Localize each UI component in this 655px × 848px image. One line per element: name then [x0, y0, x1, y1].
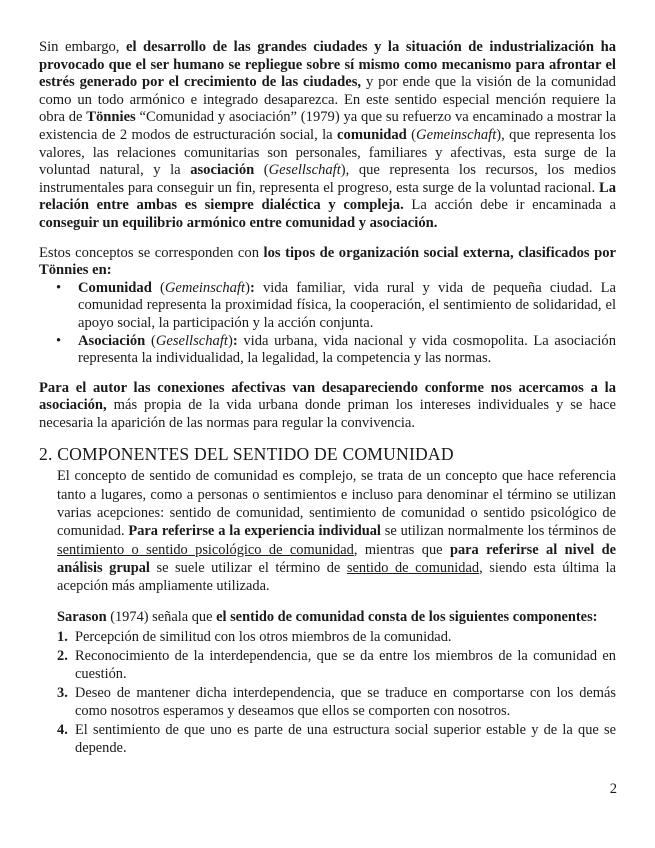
- bold-run: Para el autor las conexiones afectivas van desapareciendo conforme nos acercamos a la asociación,: [39, 379, 616, 414]
- italic-run: Gemeinschaft: [416, 126, 497, 143]
- item-number: 3.: [57, 684, 68, 701]
- text-run: La acción debe ir encaminada a: [403, 197, 616, 214]
- page-number: 2: [609, 781, 617, 797]
- text-run: (: [254, 162, 269, 179]
- document-page: [39, 39, 616, 758]
- bold-run: La relación entre ambas es siempre dialéctica y compleja.: [39, 179, 616, 214]
- section-body: [39, 467, 616, 757]
- item-number: 1.: [57, 628, 68, 645]
- bold-run: Asociación: [78, 332, 146, 349]
- bold-run: Sarason: [57, 608, 107, 625]
- italic-run: Gesellschaft: [155, 332, 228, 349]
- bold-run: asociación: [190, 162, 255, 179]
- text-run: (: [145, 332, 156, 349]
- components-list: [57, 628, 616, 758]
- text-run: El concepto de sentido de comunidad es complejo, se trata de un concepto que hace referencia tanto a lugares, como a personas o sentimientos e incluso para denominar el término se utilizan varias acepciones: sentido de comunidad, sentimiento de comunidad o sentido psicológico de comunidad.: [57, 468, 616, 540]
- item-text: Deseo de mantener dicha interdependencia, que se traduce en comportarse con los demás como nosotros esperamos y deseamos que ellos se comporten con nosotros.: [75, 684, 616, 720]
- item-number: 4.: [57, 721, 68, 738]
- underlined-run: sentido de comunidad: [346, 559, 480, 576]
- text-run: “Comunidad y asociación” (1979) ya que su refuerzo va encaminado a mostrar la existencia de 2 modos de estructuración social, la: [39, 109, 616, 143]
- italic-run: Gemeinschaft: [164, 279, 246, 296]
- item-text: Percepción de similitud con los otros miembros de la comunidad.: [75, 628, 452, 645]
- text-run: ): [245, 279, 250, 296]
- text-run: ), que representa los valores, las relaciones comunitarias son personales, familiares y afectivas, esta surge de la voluntad natural, y la: [39, 126, 617, 179]
- bullet-marker: •: [56, 279, 62, 296]
- text-run: (1974) señala que: [106, 608, 217, 625]
- list-item: [57, 647, 616, 684]
- bold-run: :: [232, 332, 238, 349]
- list-item: [57, 628, 616, 646]
- item-number: 2.: [57, 647, 68, 664]
- text-run: Sin embargo,: [39, 39, 126, 55]
- bold-run: :: [249, 279, 255, 296]
- intro-paragraph: [39, 39, 616, 233]
- bold-run: el sentido de comunidad consta de los siguientes componentes:: [216, 608, 598, 625]
- item-text: Reconocimiento de la interdependencia, que se da entre los miembros de la comunidad en cuestión.: [75, 647, 616, 682]
- text-run: se suele utilizar el término de: [149, 559, 347, 576]
- italic-run: Gesellschaft: [268, 162, 341, 179]
- text-run: Estos conceptos se corresponden con: [39, 244, 264, 261]
- item-text: El sentimiento de que uno es parte de una estructura social superior estable y de la que se depende.: [75, 721, 616, 757]
- text-run: ): [227, 332, 233, 349]
- text-run: más propia de la vida urbana donde priman los intereses individuales y se hace necesaria la aparición de las normas para regular la convivencia.: [39, 397, 616, 431]
- bold-run: comunidad: [337, 126, 407, 143]
- bold-run: Tönnies: [86, 109, 136, 126]
- list-item: [57, 721, 616, 758]
- list-item: [39, 280, 616, 333]
- author-paragraph: [39, 380, 616, 433]
- bold-run: el desarrollo de las grandes ciudades y la situación de industrialización ha provocado que el ser humano se repliegue sobre sí mismo como mecanismo para afrontar el estrés generado por el crecimiento de las ciudades,: [39, 39, 616, 91]
- concept-paragraph: [57, 467, 616, 595]
- text-run: , mientras que: [353, 541, 450, 558]
- text-run: vida familiar, vida rural y vida de pequeña ciudad. La comunidad representa la proximidad física, la cooperación, el sentimiento de solidaridad, el apoyo social, la participación y la acción conjunta.: [78, 279, 616, 331]
- text-run: (: [151, 279, 165, 296]
- underlined-run: sentimiento o sentido psicológico de comunidad: [57, 541, 354, 558]
- text-run: se utilizan normalmente los términos de: [380, 523, 616, 540]
- bold-run: Para referirse a la experiencia individual: [128, 523, 381, 540]
- bold-run: para referirse al nivel de análisis grupal: [57, 541, 616, 576]
- text-run: (: [406, 126, 417, 143]
- section-heading: 2. COMPONENTES DEL SENTIDO DE COMUNIDAD: [39, 444, 454, 465]
- text-run: ), que representa los recursos, los medios instrumentales para conseguir un fin, representa el progreso, esta surge de la voluntad racional.: [39, 162, 616, 196]
- text-run: y por ende que la visión de la comunidad como un todo armónico e integrado desaparezca. En este sentido especial mención requiere la obra de: [39, 74, 616, 126]
- organization-types-list: [39, 280, 616, 368]
- text-run: , siendo esta última la acepción más ampliamente utilizada.: [57, 559, 616, 595]
- spacer: [57, 596, 616, 608]
- list-item: [39, 333, 616, 368]
- sarason-paragraph: [57, 608, 616, 626]
- bold-run: los tipos de organización social externa, clasificados por Tönnies en:: [39, 244, 616, 279]
- bold-run: conseguir un equilibrio armónico entre comunidad y asociación.: [39, 214, 438, 231]
- concepts-paragraph: [39, 245, 616, 280]
- text-run: vida urbana, vida nacional y vida cosmopolita. La asociación representa la individualidad, la legalidad, la competencia y las normas.: [78, 332, 616, 367]
- bullet-marker: •: [56, 332, 62, 349]
- bold-run: Comunidad: [78, 279, 152, 296]
- list-item: [57, 684, 616, 721]
